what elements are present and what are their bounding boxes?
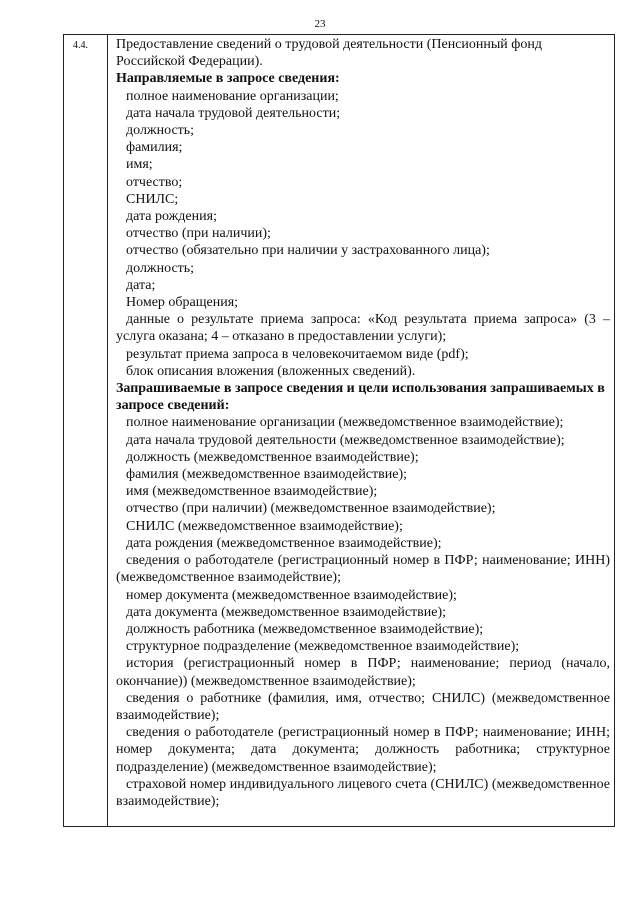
service-title: Предоставление сведений о трудовой деятельности (Пенсионный фонд Российской Федерации).	[116, 37, 542, 70]
sent-item: Номер обращения;	[126, 295, 239, 311]
sent-item: должность;	[126, 123, 195, 139]
requested-item: дата начала трудовой деятельности (межведомственное взаимодействие);	[126, 432, 565, 448]
sent-item: СНИЛС;	[126, 191, 179, 207]
requested-item: история (регистрационный номер в ПФР; наименование; период (начало, окончание)) (межведомственное взаимодействие);	[116, 656, 610, 689]
requested-header: Запрашиваемые в запросе сведения и цели использования запрашиваемых в запросе сведений:	[116, 381, 605, 414]
requested-item: страховой номер индивидуального лицевого счета (СНИЛС) (межведомственное взаимодействие);	[116, 776, 610, 809]
requested-item: отчество (при наличии) (межведомственное взаимодействие);	[126, 501, 496, 517]
sent-item: должность;	[126, 260, 195, 276]
sent-item: имя;	[126, 157, 153, 173]
row-number-cell	[64, 35, 108, 826]
row-number: 4.4.	[73, 40, 88, 51]
requested-item: полное наименование организации (межведомственное взаимодействие);	[126, 415, 564, 431]
requested-item: номер документа (межведомственное взаимодействие);	[126, 587, 457, 603]
page-number: 23	[314, 18, 326, 30]
requested-item: имя (межведомственное взаимодействие);	[126, 484, 378, 500]
sent-item: полное наименование организации;	[126, 88, 339, 104]
sent-item: дата;	[126, 277, 156, 293]
requested-item: СНИЛС (межведомственное взаимодействие);	[126, 518, 403, 534]
sent-header: Направляемые в запросе сведения:	[116, 71, 340, 87]
sent-item: дата начала трудовой деятельности;	[126, 105, 341, 121]
requested-item: дата документа (межведомственное взаимодействие);	[126, 604, 447, 620]
sent-item: данные о результате приема запроса: «Код результата приема запроса» (3 – услуга оказана; 4 – отказано в предоставлении услуги);	[116, 312, 610, 345]
sent-item: результат приема запроса в человекочитаемом виде (pdf);	[126, 346, 469, 362]
sent-item: отчество (при наличии);	[126, 226, 271, 242]
requested-item: должность работника (межведомственное взаимодействие);	[126, 621, 484, 637]
document-table	[63, 34, 615, 827]
requested-item: сведения о работодателе (регистрационный номер в ПФР; наименование; ИНН; номер документа; дата документа; должность работника; структурное подразделение) (межведомственное взаимодействие);	[116, 725, 610, 775]
sent-item: блок описания вложения (вложенных сведений).	[126, 363, 416, 379]
row-content-cell	[116, 36, 610, 810]
requested-item: сведения о работнике (фамилия, имя, отчество; СНИЛС) (межведомственное взаимодействие);	[116, 690, 610, 723]
requested-item: структурное подразделение (межведомственное взаимодействие);	[126, 639, 520, 655]
requested-item: дата рождения (межведомственное взаимодействие);	[126, 535, 442, 551]
sent-item: отчество (обязательно при наличии у застрахованного лица);	[126, 243, 490, 259]
sent-item: отчество;	[126, 174, 183, 190]
sent-item: фамилия;	[126, 140, 183, 156]
sent-item: дата рождения;	[126, 209, 217, 225]
requested-item: сведения о работодателе (регистрационный номер в ПФР; наименование; ИНН) (межведомственное взаимодействие);	[116, 553, 610, 586]
requested-item: фамилия (межведомственное взаимодействие);	[126, 467, 408, 483]
requested-item: должность (межведомственное взаимодействие);	[126, 449, 419, 465]
